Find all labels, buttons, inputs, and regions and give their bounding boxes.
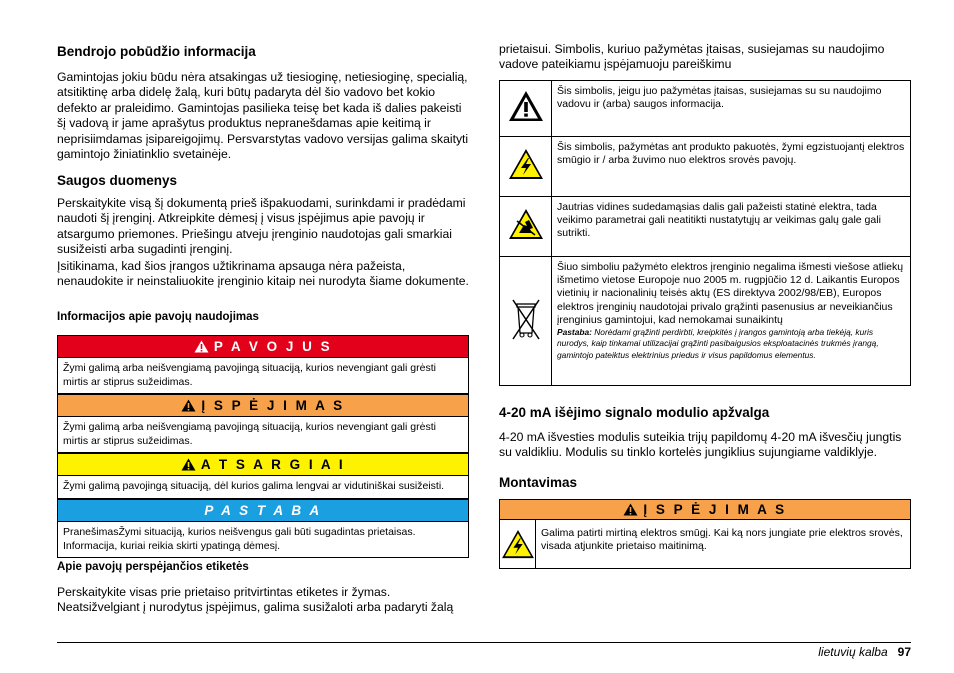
symbol-text: Šiuo simboliu pažymėto elektros įrenginio negalima išmesti viešose atliekų išmetimo vietose Europoje nuo 2005 m. rugpjūčio 12 d. Laikantis Europos vietinių ir nacionalinių teisės aktų (ES direktyva 2002/98/EB), Europos elektros įrenginių naudotojai privalo grąžinti pasenusius ar neveikiančius įrenginius gamintojui, kad nemokamai sunaikintų	[557, 261, 904, 326]
heading-general-info: Bendrojo pobūdžio informacija	[57, 44, 256, 59]
weee-bin-icon	[509, 297, 543, 341]
heading-install: Montavimas	[499, 475, 578, 490]
danger-label: P A V O J U S	[213, 339, 333, 354]
note-label: Pastaba:	[557, 327, 592, 338]
paragraph-safety-1: Perskaitykite visą šį dokumentą prieš išpakuodami, surinkdami ir pradėdami naudoti šį įrenginį. Atkreipkite dėmesį į visus įspėjimus apie pavojų ir atsargumo priemones. Priešingu atveju įrenginio naudotojas gali smarkiai susižeisti arba sugadinti įrenginį.	[57, 196, 466, 257]
notice-text: PranešimasŽymi situaciją, kurios neišvengus gali būti sugadintas prietaisas. Informacija, kuriai reikia skirti ypatingą dėmesį.	[63, 526, 416, 552]
install-warning-box	[499, 499, 911, 569]
warning-triangle-icon	[508, 90, 544, 122]
symbol-cell	[500, 520, 536, 568]
symbol-cell	[500, 137, 552, 197]
paragraph-general-info: Gamintojas jokiu būdu nėra atsakingas už tiesioginę, netiesioginę, specialią, atsitiktinę arba didelę žalą, kuri būtų padaryta dėl šio vadovo bet kokio defekto ar praleidimo. Gamintojas pasilieka teisę bet kada iš dalies pakeisti šį vadovą ir jame aprašytus produktus nepranešdamas apie keitimą ir neprisiimdamas įsipareigojimų. Persvarstytas vadovo versijas galima skaityti gamintojo žiniatinklio svetainėje.	[57, 70, 469, 162]
table-row	[500, 137, 911, 197]
paragraph-labels-continued: prietaisui. Simbolis, kuriuo pažymėtas įtaisas, susiejamas su naudojimo vadove pateikiamu įspėjamuoju pareiškimu	[499, 42, 885, 72]
warning-triangle-icon	[181, 399, 196, 412]
heading-hazard-info: Informacijos apie pavojų naudojimas	[57, 311, 259, 323]
table-row	[500, 197, 911, 257]
paragraph-module: 4-20 mA išvesties modulis suteikia trijų papildomų 4-20 mA išvesčių jungtis su valdikliu. Modulis su tinklo kortelės jungiklius sujungiame valdiklyje.	[499, 430, 902, 460]
page-footer	[818, 645, 911, 659]
electric-shock-icon	[508, 148, 544, 180]
esd-icon	[508, 208, 544, 240]
warning-text: Žymi galimą arba neišvengiamą pavojingą situaciją, kurios nevengiant gali grėsti mirtis ar stiprus sužeidimas.	[63, 421, 436, 447]
page-number: 97	[897, 645, 911, 659]
footer-divider	[57, 642, 911, 643]
symbol-cell	[500, 257, 552, 386]
install-warning-bar	[500, 500, 910, 520]
heading-module: 4-20 mA išėjimo signalo modulio apžvalga	[499, 405, 770, 420]
install-warning-label: Į S P Ė J I M A S	[643, 502, 787, 517]
warning-triangle-icon	[181, 458, 196, 471]
warning-bar	[58, 395, 468, 417]
electric-shock-icon	[501, 529, 535, 559]
heading-labels: Apie pavojų perspėjančios etiketės	[57, 561, 249, 573]
install-warning-row	[500, 520, 910, 568]
warning-label: Į S P Ė J I M A S	[201, 398, 345, 413]
symbol-text-cell	[552, 257, 911, 386]
warning-box	[57, 394, 469, 453]
table-row	[500, 257, 911, 386]
symbol-cell	[500, 197, 552, 257]
paragraph-labels: Perskaitykite visas prie prietaiso pritvirtintas etiketes ir žymas. Neatsižvelgiant į nurodytus įspėjimus, galima susižaloti arba padaryti žalą	[57, 585, 454, 615]
symbol-text: Šis simbolis, jeigu juo pažymėtas įtaisas, susiejamas su su naudojimo vadovu ir (arba) saugos informacija.	[552, 81, 911, 137]
symbol-cell	[500, 81, 552, 137]
warning-triangle-icon	[194, 340, 209, 353]
caution-text: Žymi galimą pavojingą situaciją, dėl kurios galima lengvai ar vidutiniškai susižeisti.	[63, 480, 445, 492]
symbols-table	[499, 80, 911, 386]
heading-safety: Saugos duomenys	[57, 173, 178, 188]
note-text: Norėdami grąžinti perdirbti, kreipkitės į įrangos gamintoją arba tiekėją, kuris nurodys, kaip tinkamai utilizacijai grąžinti pasibaigusios eksploatacinės trukmės įrangą, gamintojo pateiktus elektrinius priedus ir visus papildomus elementus.	[557, 327, 879, 360]
symbol-text: Šis simbolis, pažymėtas ant produkto pakuotės, žymi egzistuojantį elektros smūgio ir / arba žuvimo nuo elektros srovės pavojų.	[552, 137, 911, 197]
caution-box	[57, 453, 469, 499]
caution-bar	[58, 454, 468, 476]
caution-label: A T S A R G I A I	[200, 457, 346, 472]
paragraph-safety-2: Įsitikinama, kad šios įrangos užtikrinama apsauga nėra pažeista, nenaudokite ir neinstaliuokite įrenginio kitaip nei nurodyta šiame dokumente.	[57, 259, 469, 289]
danger-box	[57, 335, 469, 394]
warning-triangle-icon	[623, 503, 638, 516]
symbol-text: Jautrias vidines sudedamąsias dalis gali pažeisti statinė elektra, tada veikimo parametrai gali neatitikti nustatytųjų ar veikimas galų gale gali sutrikti.	[552, 197, 911, 257]
notice-label: P A S T A B A	[204, 503, 322, 518]
table-row	[500, 81, 911, 137]
notice-box	[57, 499, 469, 558]
weee-note	[557, 327, 905, 361]
install-warning-text: Galima patirti mirtiną elektros smūgį. Kai ką nors jungiate prie elektros srovės, visada atjunkite prietaiso maitinimą.	[541, 527, 903, 553]
notice-bar	[58, 500, 468, 522]
danger-bar	[58, 336, 468, 358]
footer-language: lietuvių kalba	[818, 645, 888, 659]
danger-text: Žymi galimą arba neišvengiamą pavojingą situaciją, kurios nevengiant gali grėsti mirtis ar stiprus sužeidimas.	[63, 362, 436, 388]
